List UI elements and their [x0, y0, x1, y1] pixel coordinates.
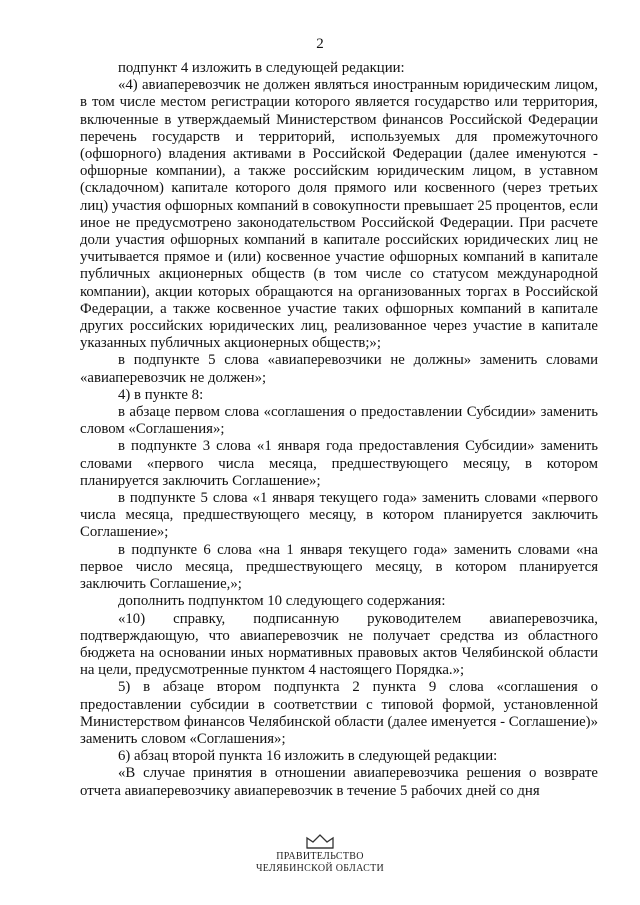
- footer-line-2: ЧЕЛЯБИНСКОЙ ОБЛАСТИ: [255, 863, 385, 874]
- issuer-footer: [0, 851, 640, 875]
- page-number: 2: [316, 36, 324, 52]
- paragraph: в подпункте 5 слова «авиаперевозчики не должны» заменить словами «авиаперевозчик не должен»;: [80, 352, 598, 386]
- paragraph: дополнить подпунктом 10 следующего содержания:: [118, 593, 446, 610]
- paragraph: «В случае принятия в отношении авиаперевозчика решения о возврате отчета авиаперевозчику авиаперевозчик в течение 5 рабочих дней со дня: [80, 765, 598, 799]
- paragraph: в подпункте 6 слова «на 1 января текущего года» заменить словами «на первое число месяца, предшествующего месяцу, в котором планируется заключить Соглашение,»;: [80, 541, 598, 593]
- footer-line-1: ПРАВИТЕЛЬСТВО: [276, 851, 364, 862]
- coat-of-arms-icon: [305, 834, 335, 850]
- paragraph: в абзаце первом слова «соглашения о предоставлении Субсидии» заменить словом «Соглашения»;: [80, 404, 598, 438]
- paragraph: в подпункте 3 слова «1 января года предоставления Субсидии» заменить словами «первого числа месяца, предшествующего месяцу, в котором планируется заключить Соглашение»;: [80, 438, 598, 489]
- paragraph: «10) справку, подписанную руководителем авиаперевозчика, подтверждающую, что авиаперевозчик не получает средства из областного бюджета на основании иных нормативных правовых актов Челябинской области на цели, предусмотренные пунктом 4 настоящего Порядка.»;: [80, 610, 598, 679]
- paragraph: «4) авиаперевозчик не должен являться иностранным юридическим лицом, в том числе местом регистрации которого является государство или территория, включенные в утверждаемый Министерством финансов Российской Федерации перечень государств и территорий, используемых для промежуточного (офшорного) владения активами в Российской Федерации (далее именуются - офшорные компании), а также российским юридическим лицом, в уставном (складочном) капитале которого доля прямого или косвенного (через третьих лиц) участия офшорных компаний в совокупности превышает 25 процентов, если иное не предусмотрено законодательством Российской Федерации. При расчете доли участия офшорных компаний в капитале российских юридических лиц не учитывается прямое и (или) косвенное участие офшорных компаний в капитале публичных акционерных обществ (в том числе со статусом международной компании), акции которых обращаются на организованных торгах в Российской Федерации, а также косвенное участие таких офшорных компаний в капитале других российских юридических лиц, реализованное через участие в капитале указанных публичных акционерных обществ;»;: [80, 77, 598, 352]
- paragraph: 5) в абзаце втором подпункта 2 пункта 9 слова «соглашения о предоставлении субсидии в соответствии с типовой формой, установленной Министерством финансов Челябинской области (далее именуется - Соглашение)» заменить словом «Соглашения»;: [80, 679, 598, 747]
- paragraph: 4) в пункте 8:: [118, 386, 204, 403]
- paragraph: подпункт 4 изложить в следующей редакции:: [118, 60, 405, 76]
- document-body: [80, 60, 598, 800]
- paragraph: 6) абзац второй пункта 16 изложить в следующей редакции:: [118, 748, 498, 765]
- paragraph: в подпункте 5 слова «1 января текущего года» заменить словами «первого числа месяца, предшествующего месяцу, в котором планируется заключить Соглашение»;: [80, 490, 598, 541]
